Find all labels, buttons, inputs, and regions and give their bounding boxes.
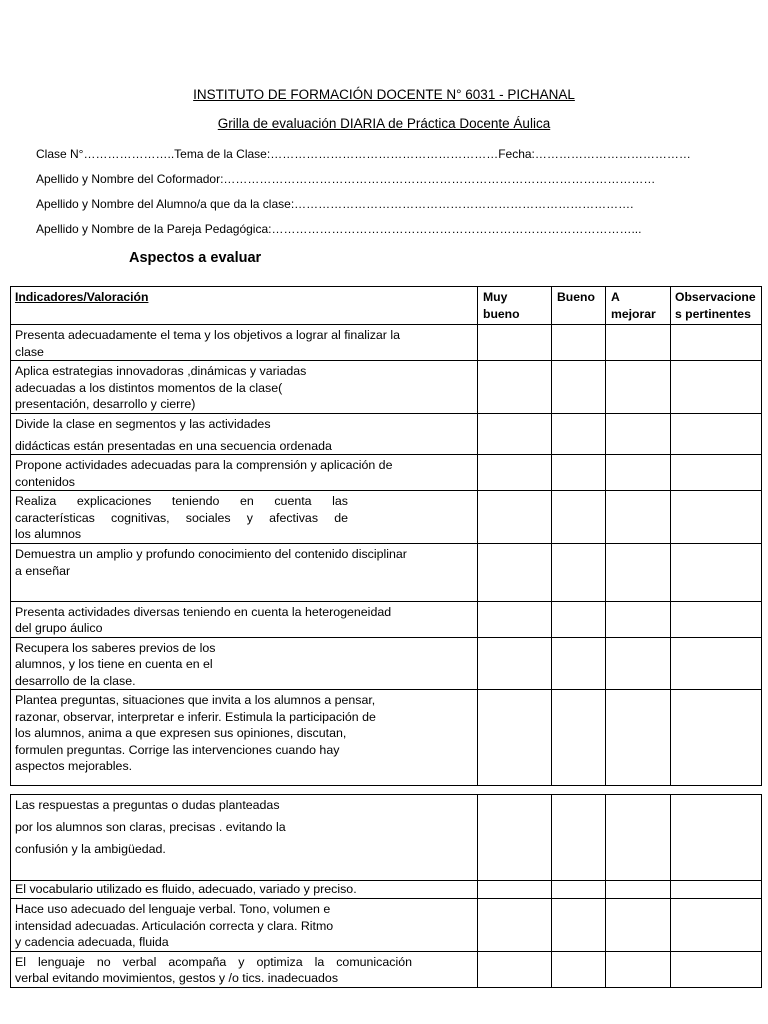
- indicator-line: características cognitivas, sociales y afectivas de: [15, 510, 348, 525]
- rating-cell-a-mejorar[interactable]: [606, 543, 671, 601]
- rating-cell-bueno[interactable]: [552, 899, 606, 952]
- rating-cell-bueno[interactable]: [552, 637, 606, 690]
- rating-cell-bueno[interactable]: [552, 361, 606, 414]
- indicator-line: confusión y la ambigüedad.: [15, 842, 166, 856]
- indicator-line: alumnos, y los tiene en cuenta en el: [15, 657, 213, 671]
- header-muy-bueno-l2: bueno: [483, 307, 520, 321]
- header-observaciones-l1: Observacione: [675, 290, 756, 304]
- observations-cell[interactable]: [671, 951, 762, 987]
- rating-cell-bueno[interactable]: [552, 690, 606, 786]
- document-subtitle: Grilla de evaluación DIARIA de Práctica Docente Áulica: [217, 116, 551, 131]
- indicator-cell: [11, 951, 478, 987]
- rating-cell-bueno[interactable]: [552, 951, 606, 987]
- table-row: [11, 795, 762, 881]
- table-row: [11, 543, 762, 601]
- aspects-heading: Aspectos a evaluar: [129, 250, 262, 266]
- evaluation-table-1: [10, 286, 762, 786]
- indicator-line: adecuadas a los distintos momentos de la clase(: [15, 380, 283, 395]
- table-row: [11, 881, 762, 899]
- observations-cell[interactable]: [671, 881, 762, 899]
- header-muy-bueno: [478, 287, 552, 325]
- rating-cell-a-mejorar[interactable]: [606, 951, 671, 987]
- form-line-pair: Apellido y Nombre de la Pareja Pedagógica:………………………………………………………………………………...: [36, 222, 642, 236]
- table-row: [11, 455, 762, 491]
- indicator-line: los alumnos: [15, 527, 82, 541]
- rating-cell-muy-bueno[interactable]: [478, 690, 552, 786]
- rating-cell-muy-bueno[interactable]: [478, 637, 552, 690]
- header-observaciones: [671, 287, 762, 325]
- indicator-cell: [11, 491, 478, 544]
- observations-cell[interactable]: [671, 601, 762, 637]
- indicator-line: Presenta actividades diversas teniendo en cuenta la heterogeneidad: [15, 604, 392, 619]
- indicator-cell: [11, 637, 478, 690]
- rating-cell-a-mejorar[interactable]: [606, 899, 671, 952]
- rating-cell-bueno[interactable]: [552, 491, 606, 544]
- indicator-cell: [11, 361, 478, 414]
- rating-cell-muy-bueno[interactable]: [478, 455, 552, 491]
- rating-cell-muy-bueno[interactable]: [478, 899, 552, 952]
- rating-cell-muy-bueno[interactable]: [478, 491, 552, 544]
- rating-cell-a-mejorar[interactable]: [606, 795, 671, 881]
- indicator-cell: [11, 795, 478, 881]
- header-bueno: Bueno: [552, 287, 606, 325]
- indicator-line: El vocabulario utilizado es fluido, adecuado, variado y preciso.: [15, 882, 357, 896]
- rating-cell-muy-bueno[interactable]: [478, 361, 552, 414]
- observations-cell[interactable]: [671, 690, 762, 786]
- rating-cell-bueno[interactable]: [552, 881, 606, 899]
- rating-cell-bueno[interactable]: [552, 601, 606, 637]
- indicator-line: aspectos mejorables.: [15, 759, 133, 773]
- header-a-mejorar: [606, 287, 671, 325]
- institute-title: INSTITUTO DE FORMACIÓN DOCENTE N° 6031 - PICHANAL: [193, 87, 575, 102]
- observations-cell[interactable]: [671, 637, 762, 690]
- observations-cell[interactable]: [671, 491, 762, 544]
- indicator-line: Hace uso adecuado del lenguaje verbal. Tono, volumen e: [15, 902, 331, 916]
- observations-cell[interactable]: [671, 795, 762, 881]
- indicator-cell: [11, 881, 478, 899]
- rating-cell-a-mejorar[interactable]: [606, 413, 671, 455]
- rating-cell-muy-bueno[interactable]: [478, 601, 552, 637]
- table-header-row: [11, 287, 762, 325]
- indicator-line: Las respuestas a preguntas o dudas planteadas: [15, 798, 280, 812]
- observations-cell[interactable]: [671, 899, 762, 952]
- header-a-mejorar-l2: mejorar: [611, 307, 656, 321]
- indicator-line: Demuestra un amplio y profundo conocimiento del contenido disciplinar: [15, 546, 407, 561]
- indicator-line: por los alumnos son claras, precisas . evitando la: [15, 820, 286, 834]
- table-row: [11, 491, 762, 544]
- rating-cell-a-mejorar[interactable]: [606, 881, 671, 899]
- indicator-cell: [11, 690, 478, 786]
- indicator-line: presentación, desarrollo y cierre): [15, 397, 196, 411]
- form-line-coformador: Apellido y Nombre del Coformador:………………………………………………………………………………………………: [36, 172, 656, 186]
- table-row: [11, 637, 762, 690]
- rating-cell-bueno[interactable]: [552, 795, 606, 881]
- rating-cell-muy-bueno[interactable]: [478, 881, 552, 899]
- indicator-line: Aplica estrategias innovadoras ,dinámicas y variadas: [15, 364, 307, 378]
- header-a-mejorar-l1: A: [611, 290, 620, 304]
- rating-cell-a-mejorar[interactable]: [606, 637, 671, 690]
- indicator-line: del grupo áulico: [15, 621, 103, 635]
- indicator-line: verbal evitando movimientos, gestos y /o tics. inadecuados: [15, 971, 339, 985]
- indicator-line: Plantea preguntas, situaciones que invita a los alumnos a pensar,: [15, 693, 376, 707]
- rating-cell-muy-bueno[interactable]: [478, 325, 552, 361]
- evaluation-table-2: [10, 794, 762, 988]
- indicator-line: Propone actividades adecuadas para la comprensión y aplicación de: [15, 458, 393, 472]
- table-row: [11, 601, 762, 637]
- indicator-line: clase: [15, 344, 44, 359]
- rating-cell-muy-bueno[interactable]: [478, 413, 552, 455]
- table-row: [11, 899, 762, 952]
- indicator-line: Realiza explicaciones teniendo en cuenta las: [15, 494, 348, 508]
- table-row: [11, 951, 762, 987]
- indicator-cell: [11, 601, 478, 637]
- observations-cell[interactable]: [671, 325, 762, 361]
- indicator-line: razonar, observar, interpretar e inferir. Estimula la participación de: [15, 709, 376, 724]
- indicator-cell: [11, 325, 478, 361]
- observations-cell[interactable]: [671, 413, 762, 455]
- form-line-student: Apellido y Nombre del Alumno/a que da la clase:………………………………………………………………………….: [36, 197, 634, 211]
- rating-cell-bueno[interactable]: [552, 325, 606, 361]
- rating-cell-a-mejorar[interactable]: [606, 601, 671, 637]
- indicator-line: Divide la clase en segmentos y las actividades: [15, 416, 271, 431]
- indicator-cell: [11, 543, 478, 601]
- table-row: [11, 413, 762, 455]
- observations-cell[interactable]: [671, 543, 762, 601]
- rating-cell-bueno[interactable]: [552, 543, 606, 601]
- rating-cell-a-mejorar[interactable]: [606, 455, 671, 491]
- header-indicators: Indicadores/Valoración: [11, 287, 478, 325]
- indicator-cell: [11, 899, 478, 952]
- rating-cell-muy-bueno[interactable]: [478, 795, 552, 881]
- table-row: [11, 690, 762, 786]
- rating-cell-bueno[interactable]: [552, 413, 606, 455]
- indicator-line: formulen preguntas. Corrige las intervenciones cuando hay: [15, 742, 340, 757]
- indicator-line: a enseñar: [15, 564, 71, 578]
- header-observaciones-l2: s pertinentes: [675, 307, 751, 321]
- table-row: [11, 361, 762, 414]
- rating-cell-a-mejorar[interactable]: [606, 491, 671, 544]
- indicator-line: Recupera los saberes previos de los: [15, 640, 216, 655]
- indicator-cell: [11, 413, 478, 455]
- rating-cell-a-mejorar[interactable]: [606, 325, 671, 361]
- table-row: [11, 325, 762, 361]
- indicator-line: Presenta adecuadamente el tema y los objetivos a lograr al finalizar la: [15, 328, 401, 342]
- rating-cell-muy-bueno[interactable]: [478, 543, 552, 601]
- indicator-line: los alumnos, anima a que expresen sus opiniones, discutan,: [15, 726, 347, 740]
- indicator-line: y cadencia adecuada, fluida: [15, 935, 169, 949]
- indicator-line: contenidos: [15, 474, 75, 489]
- rating-cell-muy-bueno[interactable]: [478, 951, 552, 987]
- header-muy-bueno-l1: Muy: [483, 290, 508, 304]
- indicator-line: didácticas están presentadas en una secuencia ordenada: [15, 438, 332, 453]
- observations-cell[interactable]: [671, 361, 762, 414]
- indicator-line: desarrollo de la clase.: [15, 673, 136, 688]
- rating-cell-a-mejorar[interactable]: [606, 690, 671, 786]
- rating-cell-bueno[interactable]: [552, 455, 606, 491]
- indicator-cell: [11, 455, 478, 491]
- indicator-line: El lenguaje no verbal acompaña y optimiza la comunicación: [15, 954, 412, 969]
- rating-cell-a-mejorar[interactable]: [606, 361, 671, 414]
- observations-cell[interactable]: [671, 455, 762, 491]
- indicator-line: intensidad adecuadas. Articulación correcta y clara. Ritmo: [15, 918, 334, 933]
- form-line-class: Clase N°…………………..Tema de la Clase:…………………………………………………Fecha:…………………………………: [36, 147, 691, 161]
